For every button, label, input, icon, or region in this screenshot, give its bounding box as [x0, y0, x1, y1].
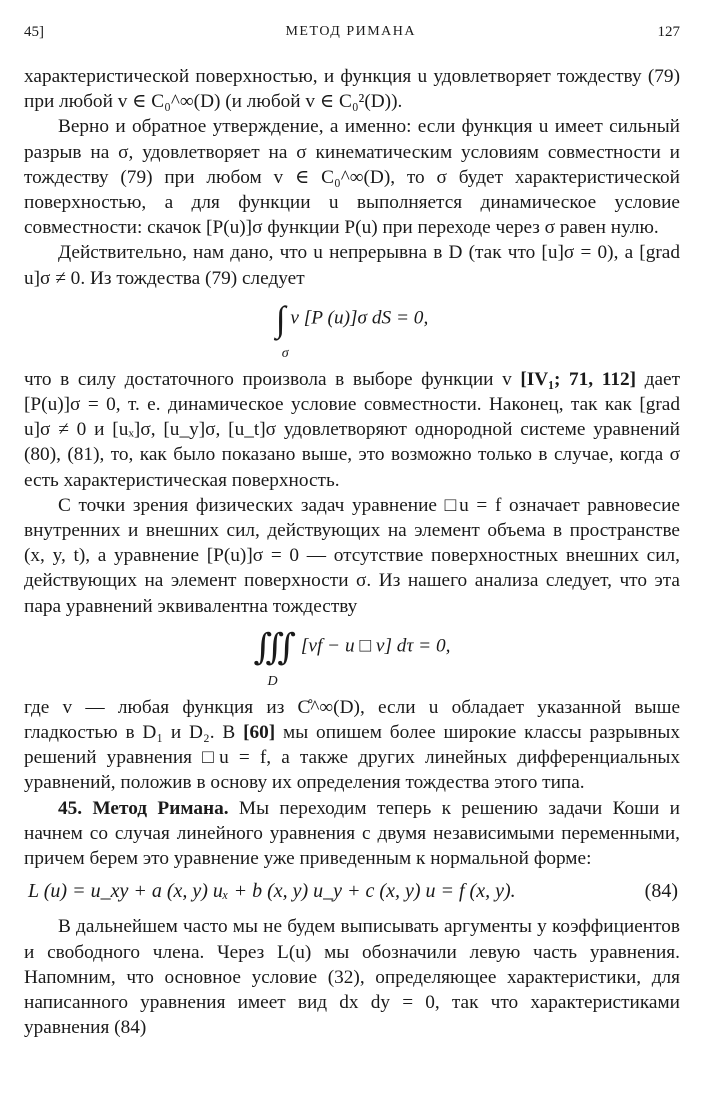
equation-number: (84) [644, 880, 678, 903]
running-title: МЕТОД РИМАНА [285, 24, 416, 39]
paragraph: 45. Метод Римана. Мы переходим теперь к решению задачи Коши и начнем со случая линейного уравнения с двумя независимыми переменными, причем берем это уравнение уже приведенным к нормальной форме: [24, 797, 681, 870]
formula-expression: [vf − u □ v] dτ = 0, [300, 635, 451, 657]
paragraph: Действительно, нам дано, что u непрерывна в D (так что [u]σ = 0), а [grad u]σ ≠ 0. Из тождества (79) следует [24, 242, 680, 289]
page-body [24, 64, 680, 1041]
equation-expression: L (u) = u_xy + a (x, y) uₓ + b (x, y) u_y + c (x, y) u = f (x, y). [28, 880, 516, 903]
paragraph: С точки зрения физических задач уравнение □u = f означает равновесие внутренних и внешних сил, действующих на элемент объема в пространстве (x, y, t), а уравнение [P(u)]σ = 0 — отсутствие поверхностных внешних сил, действующих на элемент поверхности σ. Из нашего анализа следует, что эта пара уравнений эквивалентна тождеству [24, 494, 680, 617]
integral-domain: σ [281, 345, 289, 361]
triple-integral-sign: ∭ [253, 626, 297, 667]
formula-expression: v [P (u)]σ dS = 0, [290, 307, 429, 329]
reference: [IV₁; 71, 112] [520, 368, 637, 390]
paragraph: характеристической поверхностью, и функция u удовлетворяет тождеству (79) при любой v ∈ C₀^∞(D) (и любой v ∈ C₀²(D)). [24, 66, 680, 113]
equation-84 [24, 879, 680, 904]
integral-domain: D [267, 673, 278, 689]
paragraph: что в силу достаточного произвола в выборе функции v [IV₁; 71, 112] дает [P(u)]σ = 0, т. е. динамическое условие совместности. Наконец, так как [grad u]σ ≠ 0 и [uₓ]σ, [u_y]σ, [u_t]σ удовлетворяют однородной системе уравнений (80), (81), то, как было показано выше, это возможно только в случае, когда σ есть характеристическая поверхность. [24, 368, 680, 491]
formula-surface-integral [24, 295, 680, 361]
paragraph: В дальнейшем часто мы не будем выписывать аргументы у коэффициентов и свободного члена. Через L(u) мы обозначили левую часть уравнения. Напомним, что основное условие (32), определяющее характеристики, для написанного уравнения имеет вид dx dy = 0, так что характеристиками уравнения (84) [24, 916, 680, 1039]
paragraph: где v — любая функция из C̊^∞(D), если u обладает указанной выше гладкостью в D₁ и D₂. В [60] мы опишем более широкие классы разрывных решений уравнения □u = f, а также других линейных дифференциальных уравнений, положив в основу их определения тождества этого типа. [24, 696, 680, 794]
section-heading: 45. Метод Римана. [58, 797, 229, 819]
page-number: 127 [657, 23, 680, 40]
paragraph: Верно и обратное утверждение, а именно: если функция u имеет сильный разрыв на σ, удовлетворяет на σ кинематическим условиям совместности и тождеству (79) при любом v ∈ C₀^∞(D), то σ будет характеристической поверхностью, а для функции u выполняется динамическое условие совместности: скачок [P(u)]σ функции P(u) при переходе через σ равен нулю. [24, 116, 680, 239]
formula-volume-integral [24, 623, 680, 689]
running-head [24, 22, 680, 42]
section-number: 45] [24, 23, 44, 40]
integral-sign: ∫ [275, 298, 286, 339]
reference: [60] [243, 722, 276, 744]
